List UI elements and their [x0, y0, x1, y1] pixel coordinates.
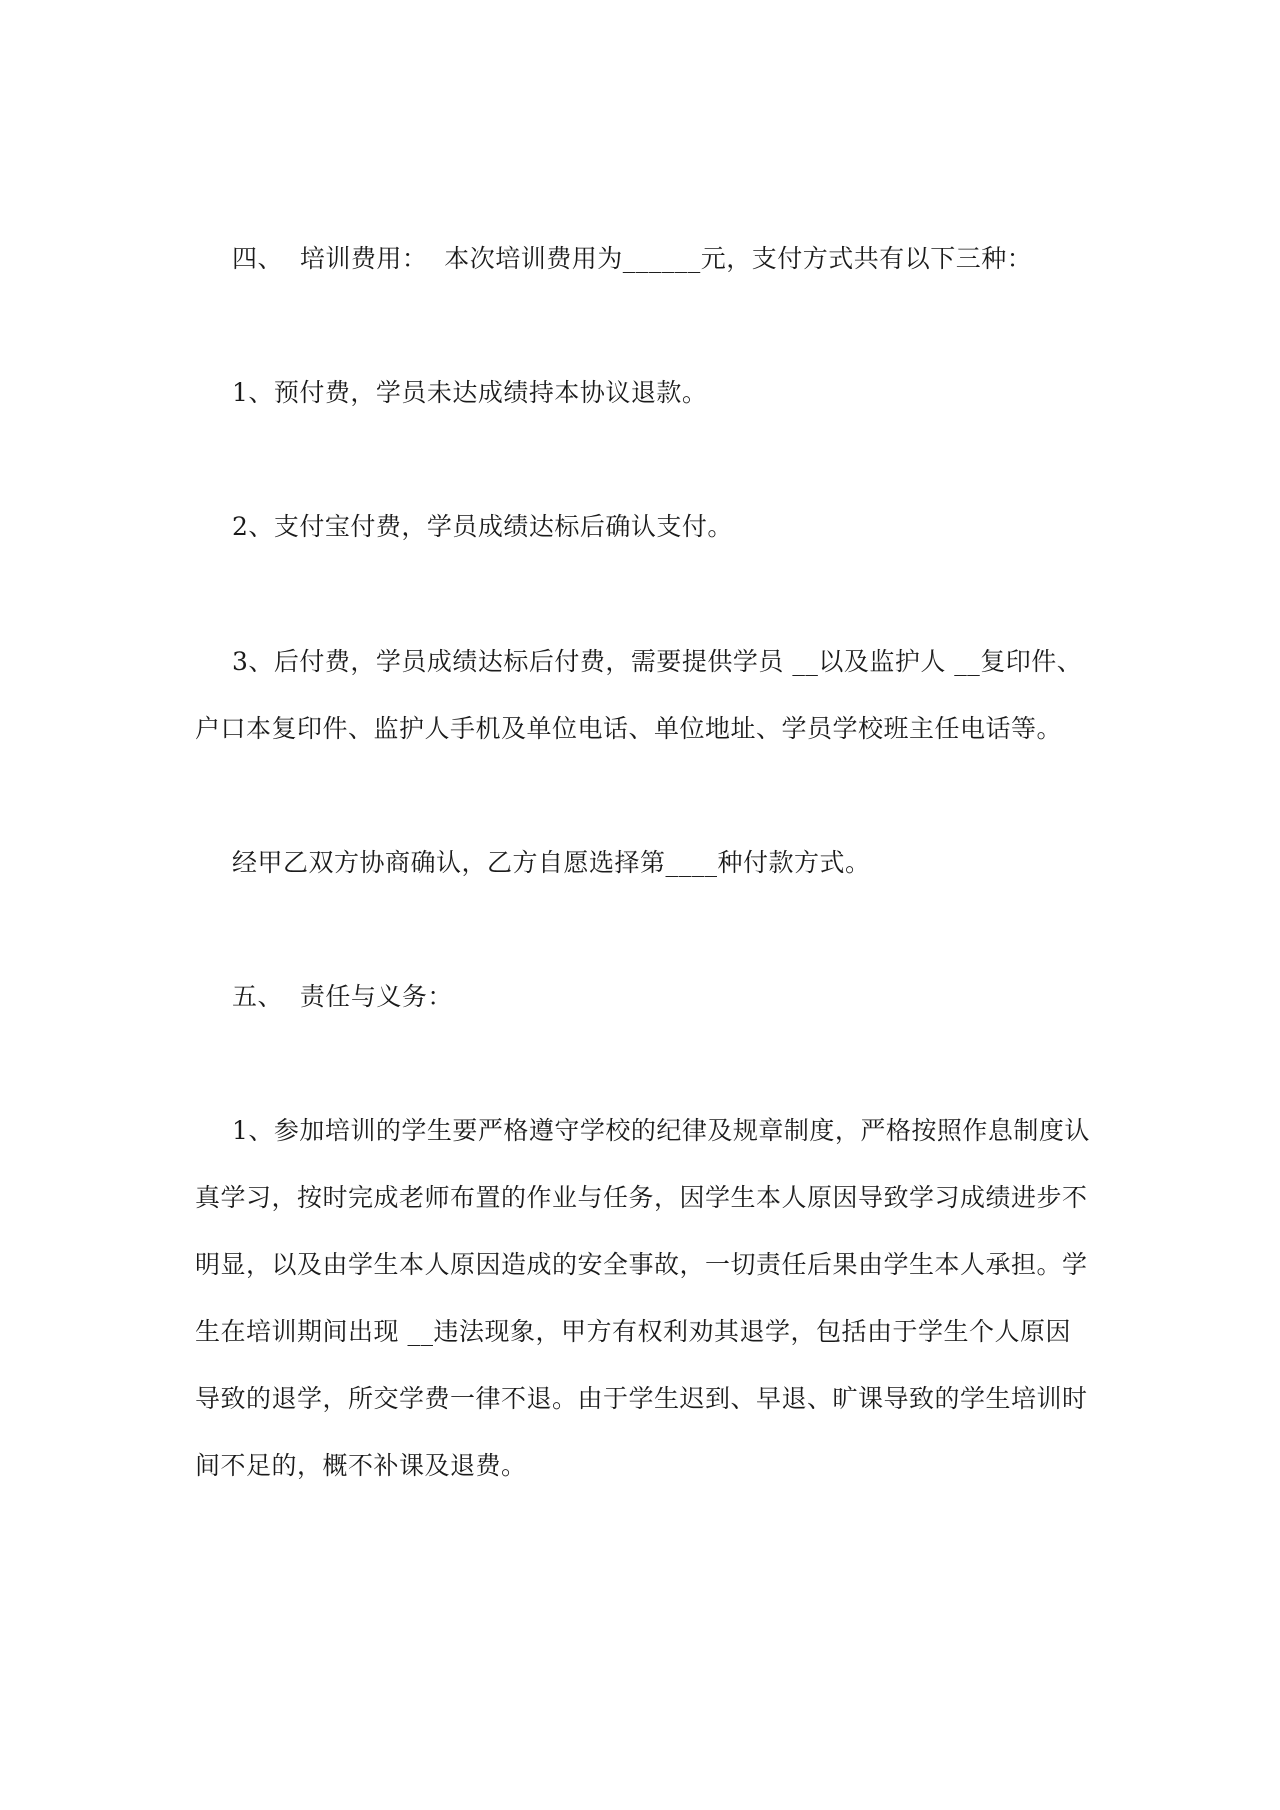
section5-heading: 五、 责任与义务：: [232, 982, 453, 1011]
payment-option-3-line2: 户口本复印件、监护人手机及单位电话、单位地址、学员学校班主任电话等。: [195, 714, 1063, 743]
responsibility-line: 导致的退学，所交学费一律不退。由于学生迟到、早退、旷课导致的学生培训时: [195, 1384, 1088, 1413]
payment-option-1: 1、预付费，学员未达成绩持本协议退款。: [232, 378, 708, 407]
responsibility-line: 1、参加培训的学生要严格遵守学校的纪律及规章制度，严格按照作息制度认: [232, 1116, 1090, 1145]
responsibility-line: 间不足的，概不补课及退费。: [195, 1451, 527, 1480]
section4-heading: 四、 培训费用： 本次培训费用为______元，支付方式共有以下三种：: [232, 244, 1033, 273]
payment-option-3-line1: 3、后付费，学员成绩达标后付费，需要提供学员 __以及监护人 __复印件、: [232, 647, 1083, 676]
responsibility-line: 生在培训期间出现 __违法现象，甲方有权利劝其退学，包括由于学生个人原因: [195, 1317, 1071, 1346]
responsibility-line: 真学习，按时完成老师布置的作业与任务，因学生本人原因导致学习成绩进步不: [195, 1183, 1088, 1212]
payment-choice-confirmation: 经甲乙双方协商确认，乙方自愿选择第____种付款方式。: [232, 848, 871, 877]
payment-option-2: 2、支付宝付费，学员成绩达标后确认支付。: [232, 512, 733, 541]
responsibility-line: 明显，以及由学生本人原因造成的安全事故，一切责任后果由学生本人承担。学: [195, 1250, 1088, 1279]
